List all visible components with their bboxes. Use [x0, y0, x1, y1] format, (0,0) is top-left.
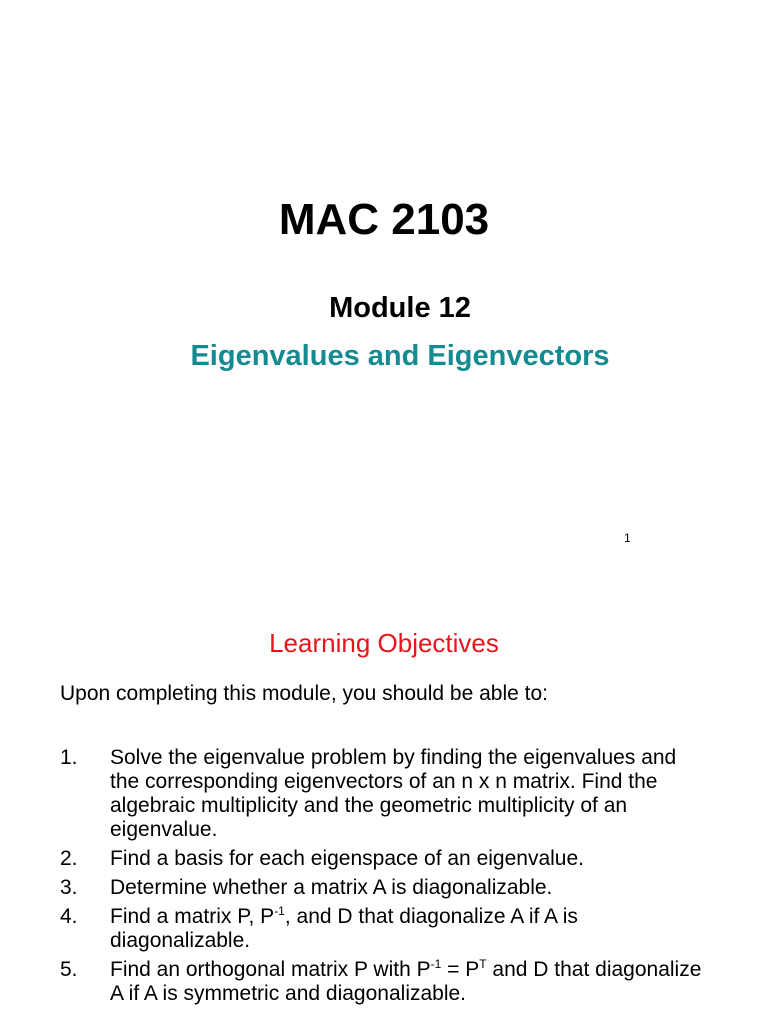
objectives-heading: Learning Objectives	[269, 628, 499, 658]
objective-text	[110, 905, 710, 953]
objective-item	[0, 958, 768, 1006]
superscript: -1	[274, 904, 285, 918]
slide-number: 1	[624, 531, 631, 545]
objective-item	[0, 847, 768, 871]
objective-text-part: , and D that diagonalize A if A is diagonalizable.	[110, 905, 578, 952]
objective-number: 1.	[60, 746, 78, 769]
objectives-slide	[0, 580, 768, 1024]
intro-text: Upon completing this module, you should be able to:	[60, 682, 548, 705]
objective-text-part: and D that diagonalize A if A is symmetric and diagonalizable.	[110, 958, 702, 1005]
objective-text-part: = P	[441, 958, 480, 981]
objective-number: 2.	[60, 847, 78, 870]
objective-item	[0, 876, 768, 900]
objective-item	[0, 905, 768, 953]
objective-number: 4.	[60, 905, 78, 928]
objective-text	[110, 958, 710, 1006]
objective-list	[0, 746, 768, 1011]
objective-text: Solve the eigenvalue problem by finding the eigenvalues and the corresponding eigenvectors of an n x n matrix. Find the algebraic multiplicity and the geometric multiplicity of an eigenvalue.	[110, 746, 677, 841]
objective-text: Determine whether a matrix A is diagonalizable.	[110, 876, 553, 899]
superscript: T	[479, 957, 487, 971]
objective-text-part: Find an orthogonal matrix P with P	[110, 958, 431, 981]
objective-text: Find a basis for each eigenspace of an eigenvalue.	[110, 847, 584, 870]
objective-item	[0, 746, 768, 842]
module-subtitle: Eigenvalues and Eigenvectors	[190, 340, 610, 372]
objective-text-part: Find a matrix P, P	[110, 905, 275, 928]
course-title: MAC 2103	[278, 195, 490, 244]
objective-number: 5.	[60, 958, 78, 981]
superscript: -1	[430, 957, 442, 971]
objective-number: 3.	[60, 876, 78, 899]
module-title: Module 12	[329, 292, 471, 324]
